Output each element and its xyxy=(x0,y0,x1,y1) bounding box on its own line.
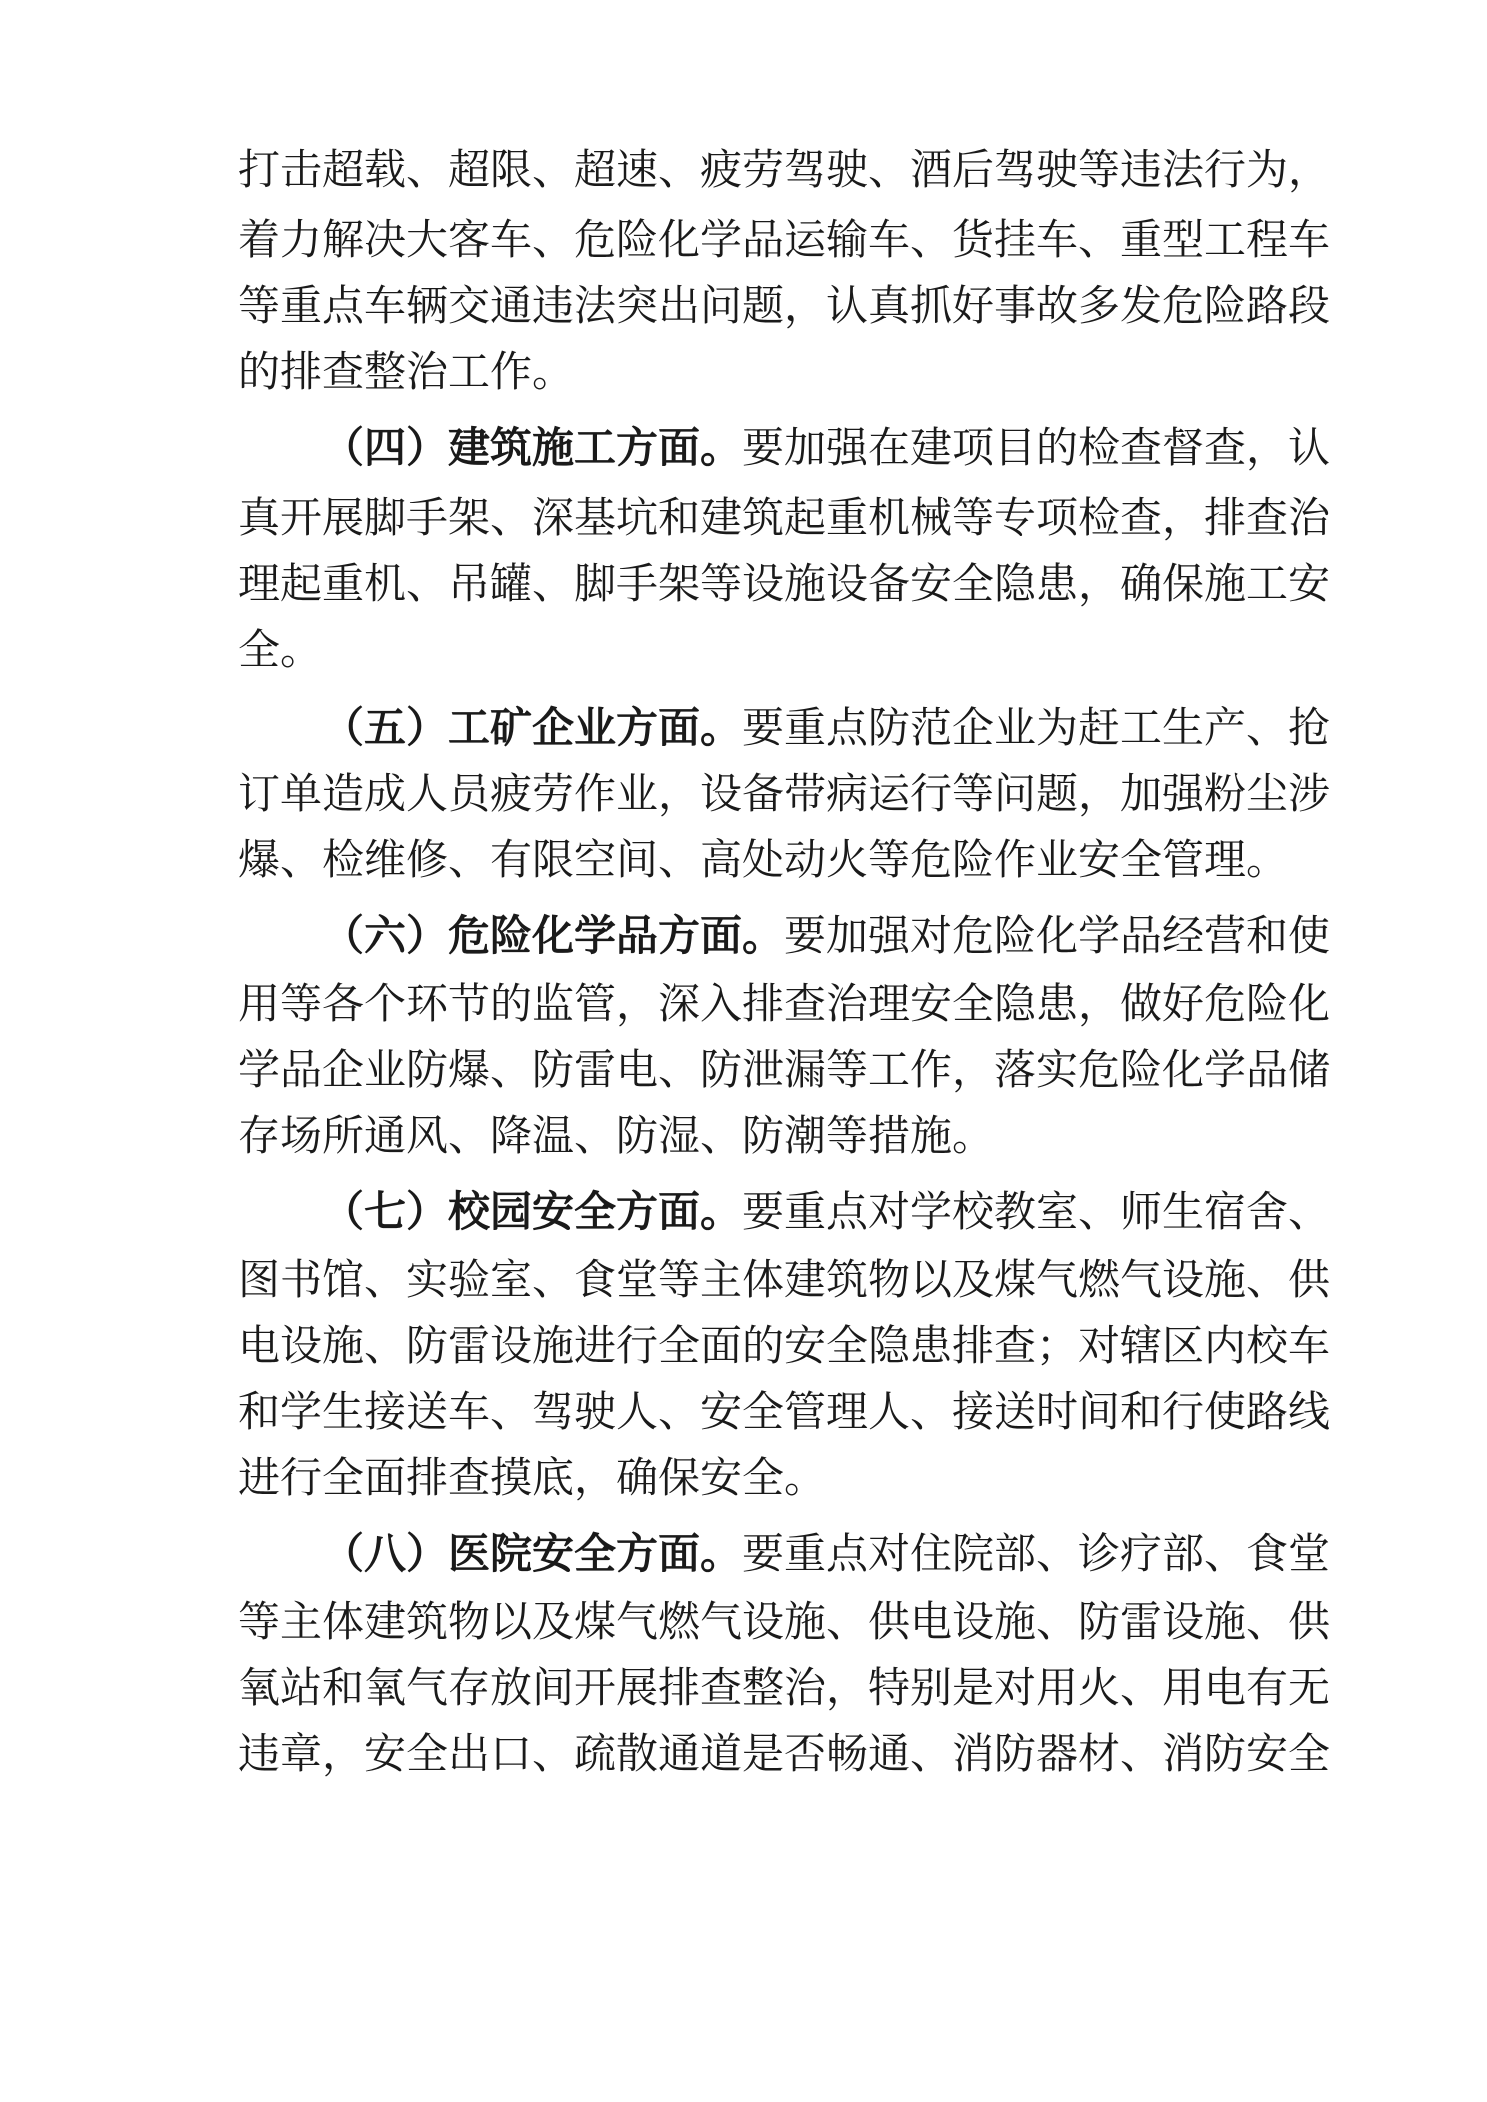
section-heading-8: （八）医院安全方面。 xyxy=(322,1529,743,1578)
text-line: 氧站和氧气存放间开展排查整治，特别是对用火、用电有无 xyxy=(238,1663,1331,1712)
section-text: 要重点对住院部、诊疗部、食堂 xyxy=(742,1529,1331,1578)
text-line: 爆、检维修、有限空间、高处动火等危险作业安全管理。 xyxy=(238,835,1289,884)
section-text: 要加强对危险化学品经营和使 xyxy=(784,911,1331,960)
section-first-line xyxy=(238,906,1331,966)
section-first-line xyxy=(238,1182,1331,1242)
text-line: 打击超载、超限、超速、疲劳驾驶、酒后驾驶等违法行为， xyxy=(238,145,1331,194)
text-line: 和学生接送车、驾驶人、安全管理人、接送时间和行使路线 xyxy=(238,1387,1331,1436)
section-heading-4: （四）建筑施工方面。 xyxy=(322,423,743,472)
section-first-line xyxy=(238,1524,1331,1584)
section-text: 要重点防范企业为赶工生产、抢 xyxy=(742,703,1331,752)
text-line: 着力解决大客车、危险化学品运输车、货挂车、重型工程车 xyxy=(238,215,1331,264)
text-line: 理起重机、吊罐、脚手架等设施设备安全隐患，确保施工安 xyxy=(238,559,1331,608)
text-line: 用等各个环节的监管，深入排查治理安全隐患，做好危险化 xyxy=(238,979,1331,1028)
text-line: 存场所通风、降温、防湿、防潮等措施。 xyxy=(238,1111,995,1160)
text-line: 订单造成人员疲劳作业，设备带病运行等问题，加强粉尘涉 xyxy=(238,769,1331,818)
text-line: 图书馆、实验室、食堂等主体建筑物以及煤气燃气设施、供 xyxy=(238,1255,1331,1304)
section-first-line xyxy=(238,698,1331,758)
text-line: 的排查整治工作。 xyxy=(238,347,575,396)
section-first-line xyxy=(238,418,1331,478)
text-line: 全。 xyxy=(238,625,323,674)
section-heading-6: （六）危险化学品方面。 xyxy=(322,911,785,960)
text-line: 进行全面排查摸底，确保安全。 xyxy=(238,1453,827,1502)
section-heading-7: （七）校园安全方面。 xyxy=(322,1187,743,1236)
text-line: 等主体建筑物以及煤气燃气设施、供电设施、防雷设施、供 xyxy=(238,1597,1331,1646)
text-line: 违章，安全出口、疏散通道是否畅通、消防器材、消防安全 xyxy=(238,1729,1331,1778)
text-line: 电设施、防雷设施进行全面的安全隐患排查；对辖区内校车 xyxy=(238,1321,1331,1370)
section-text: 要重点对学校教室、师生宿舍、 xyxy=(742,1187,1331,1236)
section-text: 要加强在建项目的检查督查，认 xyxy=(742,423,1331,472)
text-line: 等重点车辆交通违法突出问题，认真抓好事故多发危险路段 xyxy=(238,281,1331,330)
text-line: 真开展脚手架、深基坑和建筑起重机械等专项检查，排查治 xyxy=(238,493,1331,542)
section-heading-5: （五）工矿企业方面。 xyxy=(322,703,743,752)
text-line: 学品企业防爆、防雷电、防泄漏等工作，落实危险化学品储 xyxy=(238,1045,1331,1094)
